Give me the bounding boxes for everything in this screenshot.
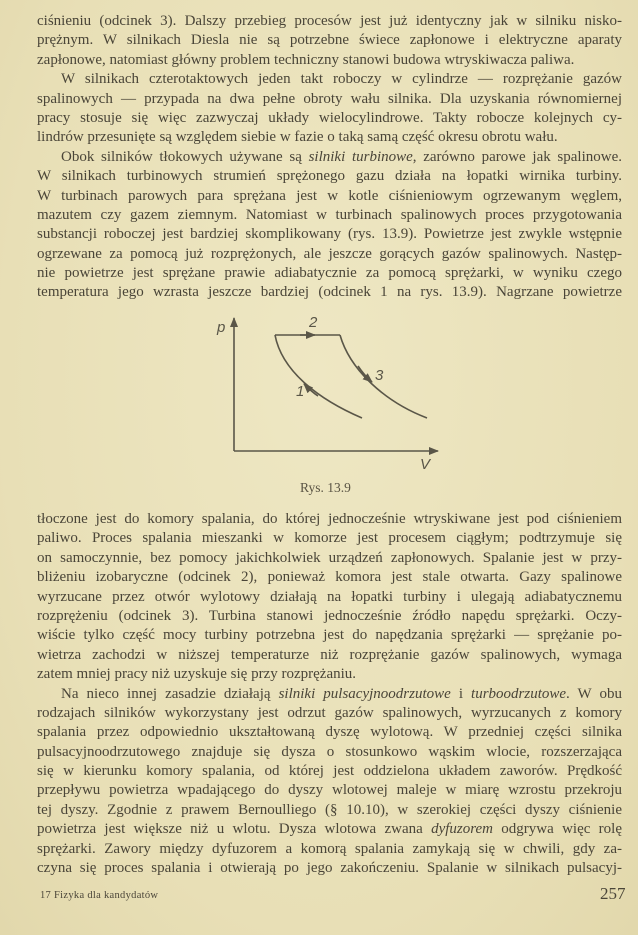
page-number: 257	[600, 884, 626, 903]
text-line	[37, 626, 622, 645]
text-segment: spalania przez odpowiednio ukształtowaną dyszę wylotową. W przedniej części silnika	[37, 724, 622, 741]
text-segment: i	[450, 685, 472, 702]
text-segment: się w kierunku komory spalania, od której jest oddzielona układem zaworów. Prędkość	[37, 763, 622, 780]
text-line	[37, 762, 622, 781]
text-segment: ogrzewane za pomocą już rozprężonych, ale jeszcze gorących gazów spalinowych. Następ-	[37, 245, 622, 262]
emphasized-term: turboodrzutowe	[471, 685, 567, 702]
text-line	[37, 781, 622, 800]
figure-caption: Rys. 13.9	[300, 480, 351, 495]
text-segment: przepływu powietrza wpadającego do dyszy wlotowej maleje w miarę wzrostu przekroju	[37, 782, 622, 799]
text-segment: pracy stosuje się więc zazwyczaj układy wielocylindrowe. Takty robocze kolejnych cy-	[37, 109, 622, 126]
text-segment: substancji roboczej jest bardziej skomplikowany (rys. 13.9). Powietrze jest zwykle wstępnie	[37, 226, 622, 243]
text-line	[37, 859, 622, 878]
text-line	[37, 529, 622, 548]
text-segment: temperatura jego wzrasta jeszcze bardziej (odcinek 1 na rys. 13.9). Nagrzane powietrze	[37, 284, 622, 301]
emphasized-term: dyfuzorem	[431, 821, 494, 838]
text-segment: bliżeniu izobaryczne (odcinek 2), ponieważ komora jest stale otwarta. Gazy spalinowe	[37, 569, 622, 586]
text-segment: mazutem czy gazem ziemnym. Natomiast w turbinach spalinowych proces przygotowania	[37, 206, 622, 223]
text-segment: sprężarki. Zawory między dyfuzorem a komorą spalania zamykają się w chwili, gdy za-	[37, 840, 622, 857]
text-segment: W silnikach czterotaktowych jeden takt roboczy w cylindrze — rozprężanie gazów	[61, 71, 622, 88]
text-block-bottom	[37, 510, 622, 878]
text-segment: wiście tylko część mocy turbiny potrzebna jest do napędzania sprężarki — sprężanie po-	[37, 627, 622, 644]
text-segment: wyrzucane przez otwór wylotowy działają na łopatki turbiny i ulegają adiabatycznemu	[37, 588, 622, 605]
p-axis-label: p	[217, 319, 226, 336]
segment-label-3: 3	[375, 367, 384, 384]
text-segment: powietrza jest większe niż u wlotu. Dysza wlotowa zwana	[37, 821, 432, 838]
text-segment: rozprężeniu (odcinek 3). Turbina stanowi jednocześnie źródło napędu sprężarki. Oczy-	[37, 607, 622, 624]
text-segment: zapłonowe, natomiast główny problem techniczny stanowi budowa wtryskiwacza paliwa.	[37, 51, 575, 68]
text-segment: prężnym. W silnikach Diesla nie są potrzebne świece zapłonowe i elektryczne aparaty	[37, 32, 622, 49]
segment-1-adiabatic-compression	[275, 335, 362, 418]
text-line	[37, 549, 622, 568]
footer-signature: 17 Fizyka dla kandydatów	[40, 890, 159, 901]
text-segment: . W obu	[566, 685, 622, 702]
text-line	[37, 685, 622, 704]
text-line	[37, 510, 622, 529]
emphasized-term: silniki turbinowe	[308, 148, 413, 165]
text-segment: pulsacyjnoodrzutowego znajduje się dysza o stosunkowo wąskim wlocie, rozszerzająca	[37, 743, 622, 760]
segment-3-adiabatic-expansion	[340, 335, 427, 418]
text-segment: Obok silników tłokowych używane są	[61, 148, 309, 165]
text-line	[37, 646, 622, 665]
emphasized-term: silniki pulsacyjnoodrzutowe	[278, 685, 451, 702]
text-line	[37, 801, 622, 820]
text-segment: wietrza zachodzi w niższej temperaturze niż rozprężanie gazów spalinowych, wymaga	[37, 646, 622, 663]
text-segment: W turbinach parowych para sprężana jest w kotle ciśnieniowym ogrzewanym węglem,	[37, 187, 622, 204]
text-line	[37, 723, 622, 742]
segment-label-1: 1	[296, 383, 305, 400]
text-segment: tej dyszy. Zgodnie z prawem Bernoulliego (§ 10.10), w szerokiej części dyszy ciśnienie	[37, 801, 622, 818]
text-line	[37, 665, 622, 684]
text-segment: nie powietrze jest sprężane prawie adiabatycznie za pomocą sprężarki, w wyniku czego	[37, 265, 622, 282]
text-segment: odgrywa więc rolę	[493, 821, 623, 838]
text-segment: lindrów przesunięte są względem siebie w fazie o taką samą część okresu obrotu wału.	[37, 129, 558, 146]
text-line	[37, 840, 622, 859]
text-segment: tłoczone jest do komory spalania, do której jednocześnie wtryskiwane jest pod ciśnieniem	[37, 511, 622, 527]
text-segment: ciśnieniu (odcinek 3). Dalszy przebieg procesów jest już identyczny jak w silniku nisko-	[37, 13, 622, 29]
text-segment: , zarówno parowe jak spalinowe.	[412, 148, 622, 165]
text-segment: czyna się proces spalania i otwierają po jego zakończeniu. Spalanie w silnikach pulsacyj-	[37, 860, 622, 877]
text-segment: spalinowych — przypada na dwa pełne obroty wału silnika. Dla uzyskania równomiernej	[37, 90, 622, 107]
text-line	[37, 743, 622, 762]
text-line	[37, 607, 622, 626]
text-line	[37, 588, 622, 607]
text-segment: zatem mniej pracy niż uzyskuje się przy rozprężaniu.	[37, 666, 357, 683]
segment-1-arrow	[304, 384, 318, 396]
segment-label-2: 2	[309, 314, 318, 331]
text-segment: W silnikach turbinowych strumień sprężonego gazu działa na łopatki wirnika turbiny.	[37, 168, 622, 185]
text-segment: Na nieco innej zasadzie działają	[61, 685, 279, 702]
text-segment: on samoczynnie, bez pomocy jakichkolwiek urządzeń zapłonowych. Spalanie jest w przy-	[37, 549, 622, 566]
text-line	[37, 704, 622, 723]
v-axis-label: V	[420, 456, 431, 473]
text-line	[37, 820, 622, 839]
text-segment: rodzajach silników wykorzystany jest odrzut gazów spalinowych, wyrzucanych z komory	[37, 704, 622, 721]
segment-3-arrow	[358, 366, 372, 382]
text-line	[37, 568, 622, 587]
text-segment: paliwo. Proces spalania mieszanki w komorze jest procesem ciągłym; podtrzymuje się	[37, 530, 622, 547]
